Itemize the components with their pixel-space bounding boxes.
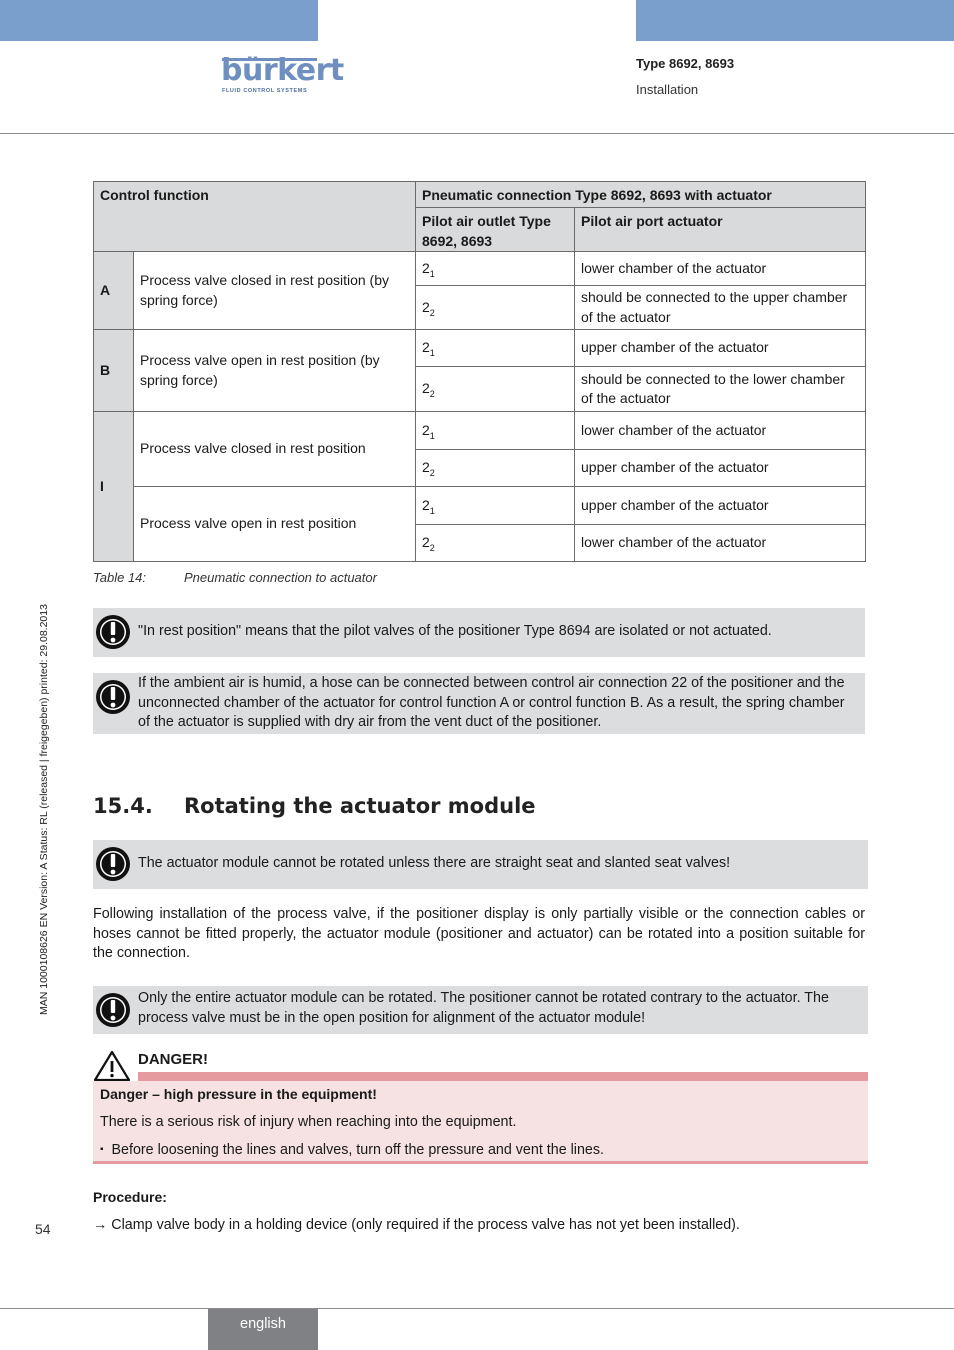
arrow-right-icon: → — [93, 1217, 108, 1233]
header-band-right — [636, 0, 954, 41]
exclamation-icon — [95, 614, 131, 650]
note-text: "In rest position" means that the pilot valves of the positioner Type 8694 are isolated or not actuated. — [138, 623, 772, 639]
note-box — [93, 673, 865, 734]
body-paragraph: Following installation of the process valve, if the positioner display is only partially visible or the connection cables or hoses cannot be fitted properly, the actuator module (positioner and actuator) can be rotated into a position suitable for the connection. — [93, 906, 865, 961]
table-row — [94, 412, 866, 450]
control-function-description: Process valve open in rest position — [134, 487, 416, 562]
control-function-description: Process valve open in rest position (by spring force) — [134, 330, 416, 412]
note-box — [93, 986, 868, 1034]
danger-heading: Danger – high pressure in the equipment! — [100, 1086, 377, 1102]
table-row — [94, 330, 866, 367]
section-title: Rotating the actuator module — [184, 794, 536, 818]
control-function-label: B — [94, 330, 134, 412]
exclamation-icon — [95, 679, 131, 715]
table-header-row — [94, 182, 866, 208]
danger-bar — [138, 1072, 868, 1081]
procedure-title: Procedure: — [93, 1189, 167, 1205]
danger-bullet: ▪ Before loosening the lines and valves, turn off the pressure and vent the lines. — [100, 1142, 604, 1158]
control-function-description: Process valve closed in rest position — [134, 412, 416, 487]
section-number: 15.4. — [93, 794, 153, 818]
table-row — [94, 487, 866, 525]
danger-box-border — [93, 1161, 868, 1164]
exclamation-icon — [95, 846, 131, 882]
table-caption-label: Table 14: — [93, 570, 147, 585]
note-box — [93, 840, 868, 889]
control-function-description: Process valve closed in rest position (by spring force) — [134, 252, 416, 330]
pilot-outlet-cell: $2_1$ — [416, 412, 575, 450]
pilot-outlet-cell: $2_1$ — [416, 487, 575, 525]
pilot-outlet-cell: $2_2$ — [416, 450, 575, 487]
pilot-outlet-cell: $2_2$ — [416, 367, 575, 412]
language-tab[interactable]: english — [208, 1309, 318, 1350]
bullet-marker: ▪ — [100, 1144, 104, 1155]
note-text: Only the entire actuator module can be rotated. The positioner cannot be rotated contrary to the actuator. The process valve must be in the open position for alignment of the actuator module! — [138, 990, 829, 1026]
exclamation-icon — [95, 992, 131, 1028]
header-pilot-air-port: Pilot air port actuator — [575, 208, 866, 252]
header-band-left — [0, 0, 318, 41]
document-type: Type 8692, 8693 — [636, 56, 735, 71]
header-pilot-air-outlet: Pilot air outlet Type 8692, 8693 — [416, 208, 575, 252]
header-pneumatic-connection: Pneumatic connection Type 8692, 8693 with actuator — [416, 182, 866, 208]
table-caption-text: Pneumatic connection to actuator — [184, 570, 377, 585]
pilot-outlet-cell: $2_2$ — [416, 525, 575, 562]
control-function-label: A — [94, 252, 134, 330]
pilot-port-cell: should be connected to the lower chamber of the actuator — [575, 367, 866, 412]
header-divider — [0, 133, 954, 134]
pilot-port-cell: upper chamber of the actuator — [575, 330, 866, 367]
document-metadata-sidebar: MAN 1000108626 EN Version: A Status: RL (released | freigegeben) printed: 29.08.2013 — [38, 604, 50, 1015]
page-number: 54 — [35, 1221, 51, 1237]
header-control-function: Control function — [94, 182, 416, 252]
table-row — [94, 252, 866, 286]
brand-logo: bürkert — [221, 53, 344, 88]
note-text: The actuator module cannot be rotated unless there are straight seat and slanted seat valves! — [138, 855, 731, 871]
pilot-port-cell: should be connected to the upper chamber of the actuator — [575, 286, 866, 330]
pilot-port-cell: lower chamber of the actuator — [575, 525, 866, 562]
pilot-port-cell: lower chamber of the actuator — [575, 252, 866, 286]
note-text: If the ambient air is humid, a hose can be connected between control air connection 22 of the positioner and the unconnected chamber of the actuator for control function A or control function B. As a result, the spring chamber of the actuator is supplied with dry air from the vent duct of the positioner. — [138, 675, 845, 730]
pilot-port-cell: upper chamber of the actuator — [575, 487, 866, 525]
danger-text: There is a serious risk of injury when reaching into the equipment. — [100, 1114, 517, 1130]
pneumatic-connection-table — [93, 181, 866, 562]
pilot-port-cell: lower chamber of the actuator — [575, 412, 866, 450]
note-box — [93, 608, 865, 657]
pilot-outlet-cell: $2_2$ — [416, 286, 575, 330]
control-function-label: I — [94, 412, 134, 562]
pilot-outlet-cell: $2_1$ — [416, 252, 575, 286]
procedure-step: → Clamp valve body in a holding device (only required if the process valve has not yet been installed). — [93, 1217, 740, 1233]
pilot-outlet-cell: $2_1$ — [416, 330, 575, 367]
brand-logo-subtext: FLUID CONTROL SYSTEMS — [222, 88, 308, 94]
document-section: Installation — [636, 82, 699, 97]
pilot-port-cell: upper chamber of the actuator — [575, 450, 866, 487]
footer-divider — [0, 1308, 954, 1309]
warning-triangle-icon — [93, 1050, 131, 1082]
danger-label: DANGER! — [138, 1051, 208, 1068]
